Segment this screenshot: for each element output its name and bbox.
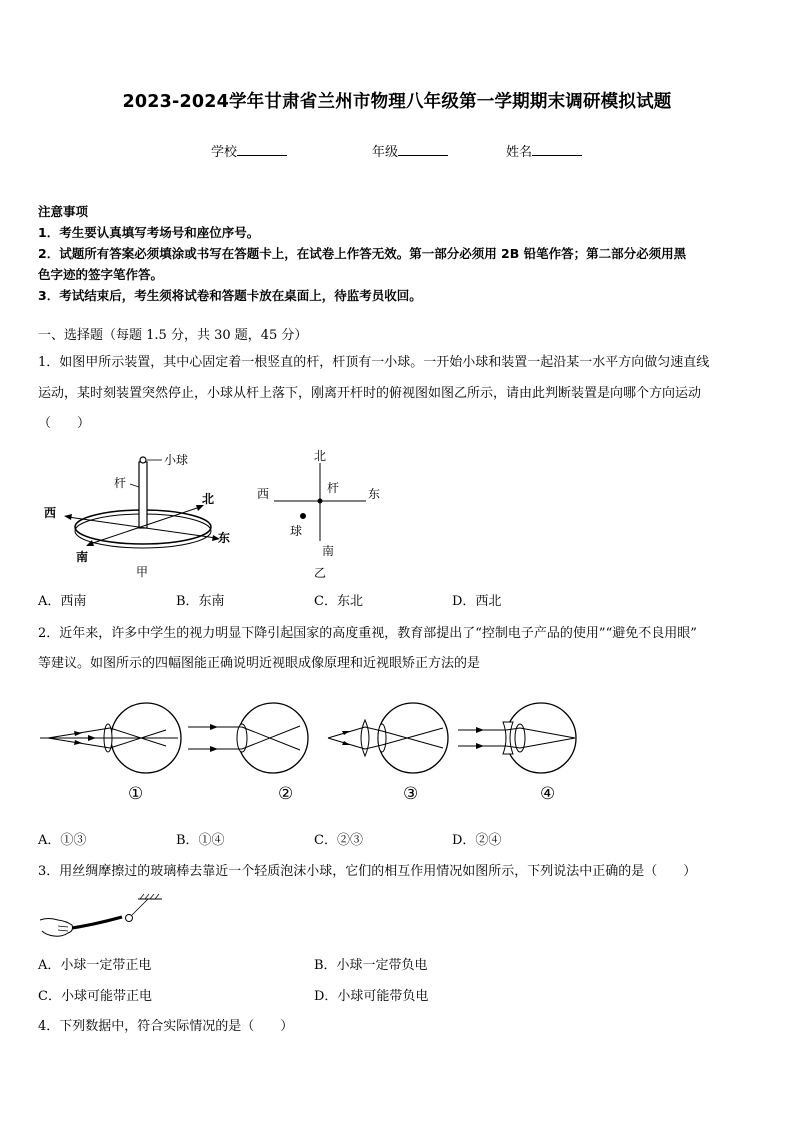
name-blank <box>532 143 582 156</box>
name-label: 姓名 <box>506 145 533 160</box>
figure-jia <box>38 445 238 585</box>
ball <box>140 457 146 463</box>
caption-yi: 乙 <box>314 566 327 580</box>
rod-pointer <box>130 484 139 487</box>
ball-point <box>300 513 306 519</box>
label-east: 东 <box>218 531 231 545</box>
question-1-line: （ ） <box>38 416 91 431</box>
question-1-line: 运动，某时刻装置突然停止，小球从杆上落下，刚离开杆时的俯视图如图乙所示，请由此判断装置是向哪个方向运动 <box>38 386 702 401</box>
option-c: C．②③ <box>314 833 363 848</box>
name-field <box>506 141 582 160</box>
school-field <box>211 141 287 160</box>
question-2-line: 等建议。如图所示的四幅图能正确说明近视眼成像原理和近视眼矫正方法的是 <box>38 656 481 671</box>
rod-point <box>318 499 323 504</box>
notice-item: 2．试题所有答案必须填涂或书写在答题卡上，在试卷上作答无效。第一部分必须用 2B 铅笔作答；第二部分必须用黑 <box>38 246 687 261</box>
caption-jia: 甲 <box>136 565 149 579</box>
label-west: 西 <box>44 506 57 520</box>
rod <box>139 462 147 528</box>
label-north: 北 <box>202 492 215 506</box>
grade-field <box>372 141 448 160</box>
label-north: 北 <box>314 449 327 463</box>
figure-yi <box>250 445 390 585</box>
rod-ball-figure <box>38 893 168 945</box>
label-rod: 杆 <box>327 481 340 495</box>
eye-diagram-2 <box>188 703 308 773</box>
eye-diagrams <box>38 700 598 810</box>
option-c: C．东北 <box>314 594 363 609</box>
foam-ball <box>126 915 133 922</box>
option-d: D．小球可能带负电 <box>314 989 429 1004</box>
option-c: C．小球可能带正电 <box>38 989 152 1004</box>
caption-4: ④ <box>540 784 556 804</box>
caption-1: ① <box>128 784 144 804</box>
label-east: 东 <box>368 487 381 501</box>
notice-item: 1．考生要认真填写考场号和座位序号。 <box>38 225 260 240</box>
caption-2: ② <box>278 784 294 804</box>
eye-diagram-4 <box>458 703 576 773</box>
option-d: D．②④ <box>452 833 502 848</box>
question-4-text: 4．下列数据中，符合实际情况的是（ ） <box>38 1019 294 1034</box>
grade-blank <box>398 143 448 156</box>
page-title: 2023-2024学年甘肃省兰州市物理八年级第一学期期末调研模拟试题 <box>122 92 672 112</box>
arrow-west <box>64 514 72 520</box>
hand <box>40 919 73 937</box>
question-3-text: 3．用丝绸摩擦过的玻璃棒去靠近一个轻质泡沫小球，它们的相互作用情况如图所示，下列说法中正确的是（ ） <box>38 864 697 879</box>
option-b: B．东南 <box>176 594 225 609</box>
notice-item: 3．考试结束后，考生须将试卷和答题卡放在桌面上，待监考员收回。 <box>38 288 422 303</box>
option-a: A．西南 <box>38 594 87 609</box>
eye-diagram-1 <box>40 703 181 773</box>
grade-label: 年级 <box>372 145 399 160</box>
option-b: B．小球一定带负电 <box>314 958 428 973</box>
label-ball: 球 <box>290 524 303 538</box>
question-2-line: 2．近年来，许多中学生的视力明显下降引起国家的高度重视，教育部提出了“控制电子产品的使用”“避免不良用眼” <box>38 626 697 641</box>
option-b: B．①④ <box>176 833 225 848</box>
option-a: A．小球一定带正电 <box>38 958 152 973</box>
question-1-line: 1．如图甲所示装置，其中心固定着一根竖直的杆，杆顶有一小球。一开始小球和装置一起沿某一水平方向做匀速直线 <box>38 355 710 370</box>
eye-diagram-3 <box>328 703 448 773</box>
section-heading: 一、选择题（每题 1.5 分，共 30 题，45 分） <box>38 328 308 343</box>
label-ball: 小球 <box>164 453 189 467</box>
caption-3: ③ <box>403 784 419 804</box>
notice-heading: 注意事项 <box>38 204 89 219</box>
option-a: A．①③ <box>38 833 87 848</box>
notice-item: 色字迹的签字笔作答。 <box>38 267 164 282</box>
option-d: D．西北 <box>452 594 502 609</box>
label-west: 西 <box>257 487 270 501</box>
school-blank <box>237 143 287 156</box>
school-label: 学校 <box>211 145 238 160</box>
label-rod: 杆 <box>114 476 127 490</box>
label-south: 南 <box>76 550 89 564</box>
thread <box>132 899 148 915</box>
glass-rod <box>66 917 122 929</box>
label-south: 南 <box>322 544 335 558</box>
